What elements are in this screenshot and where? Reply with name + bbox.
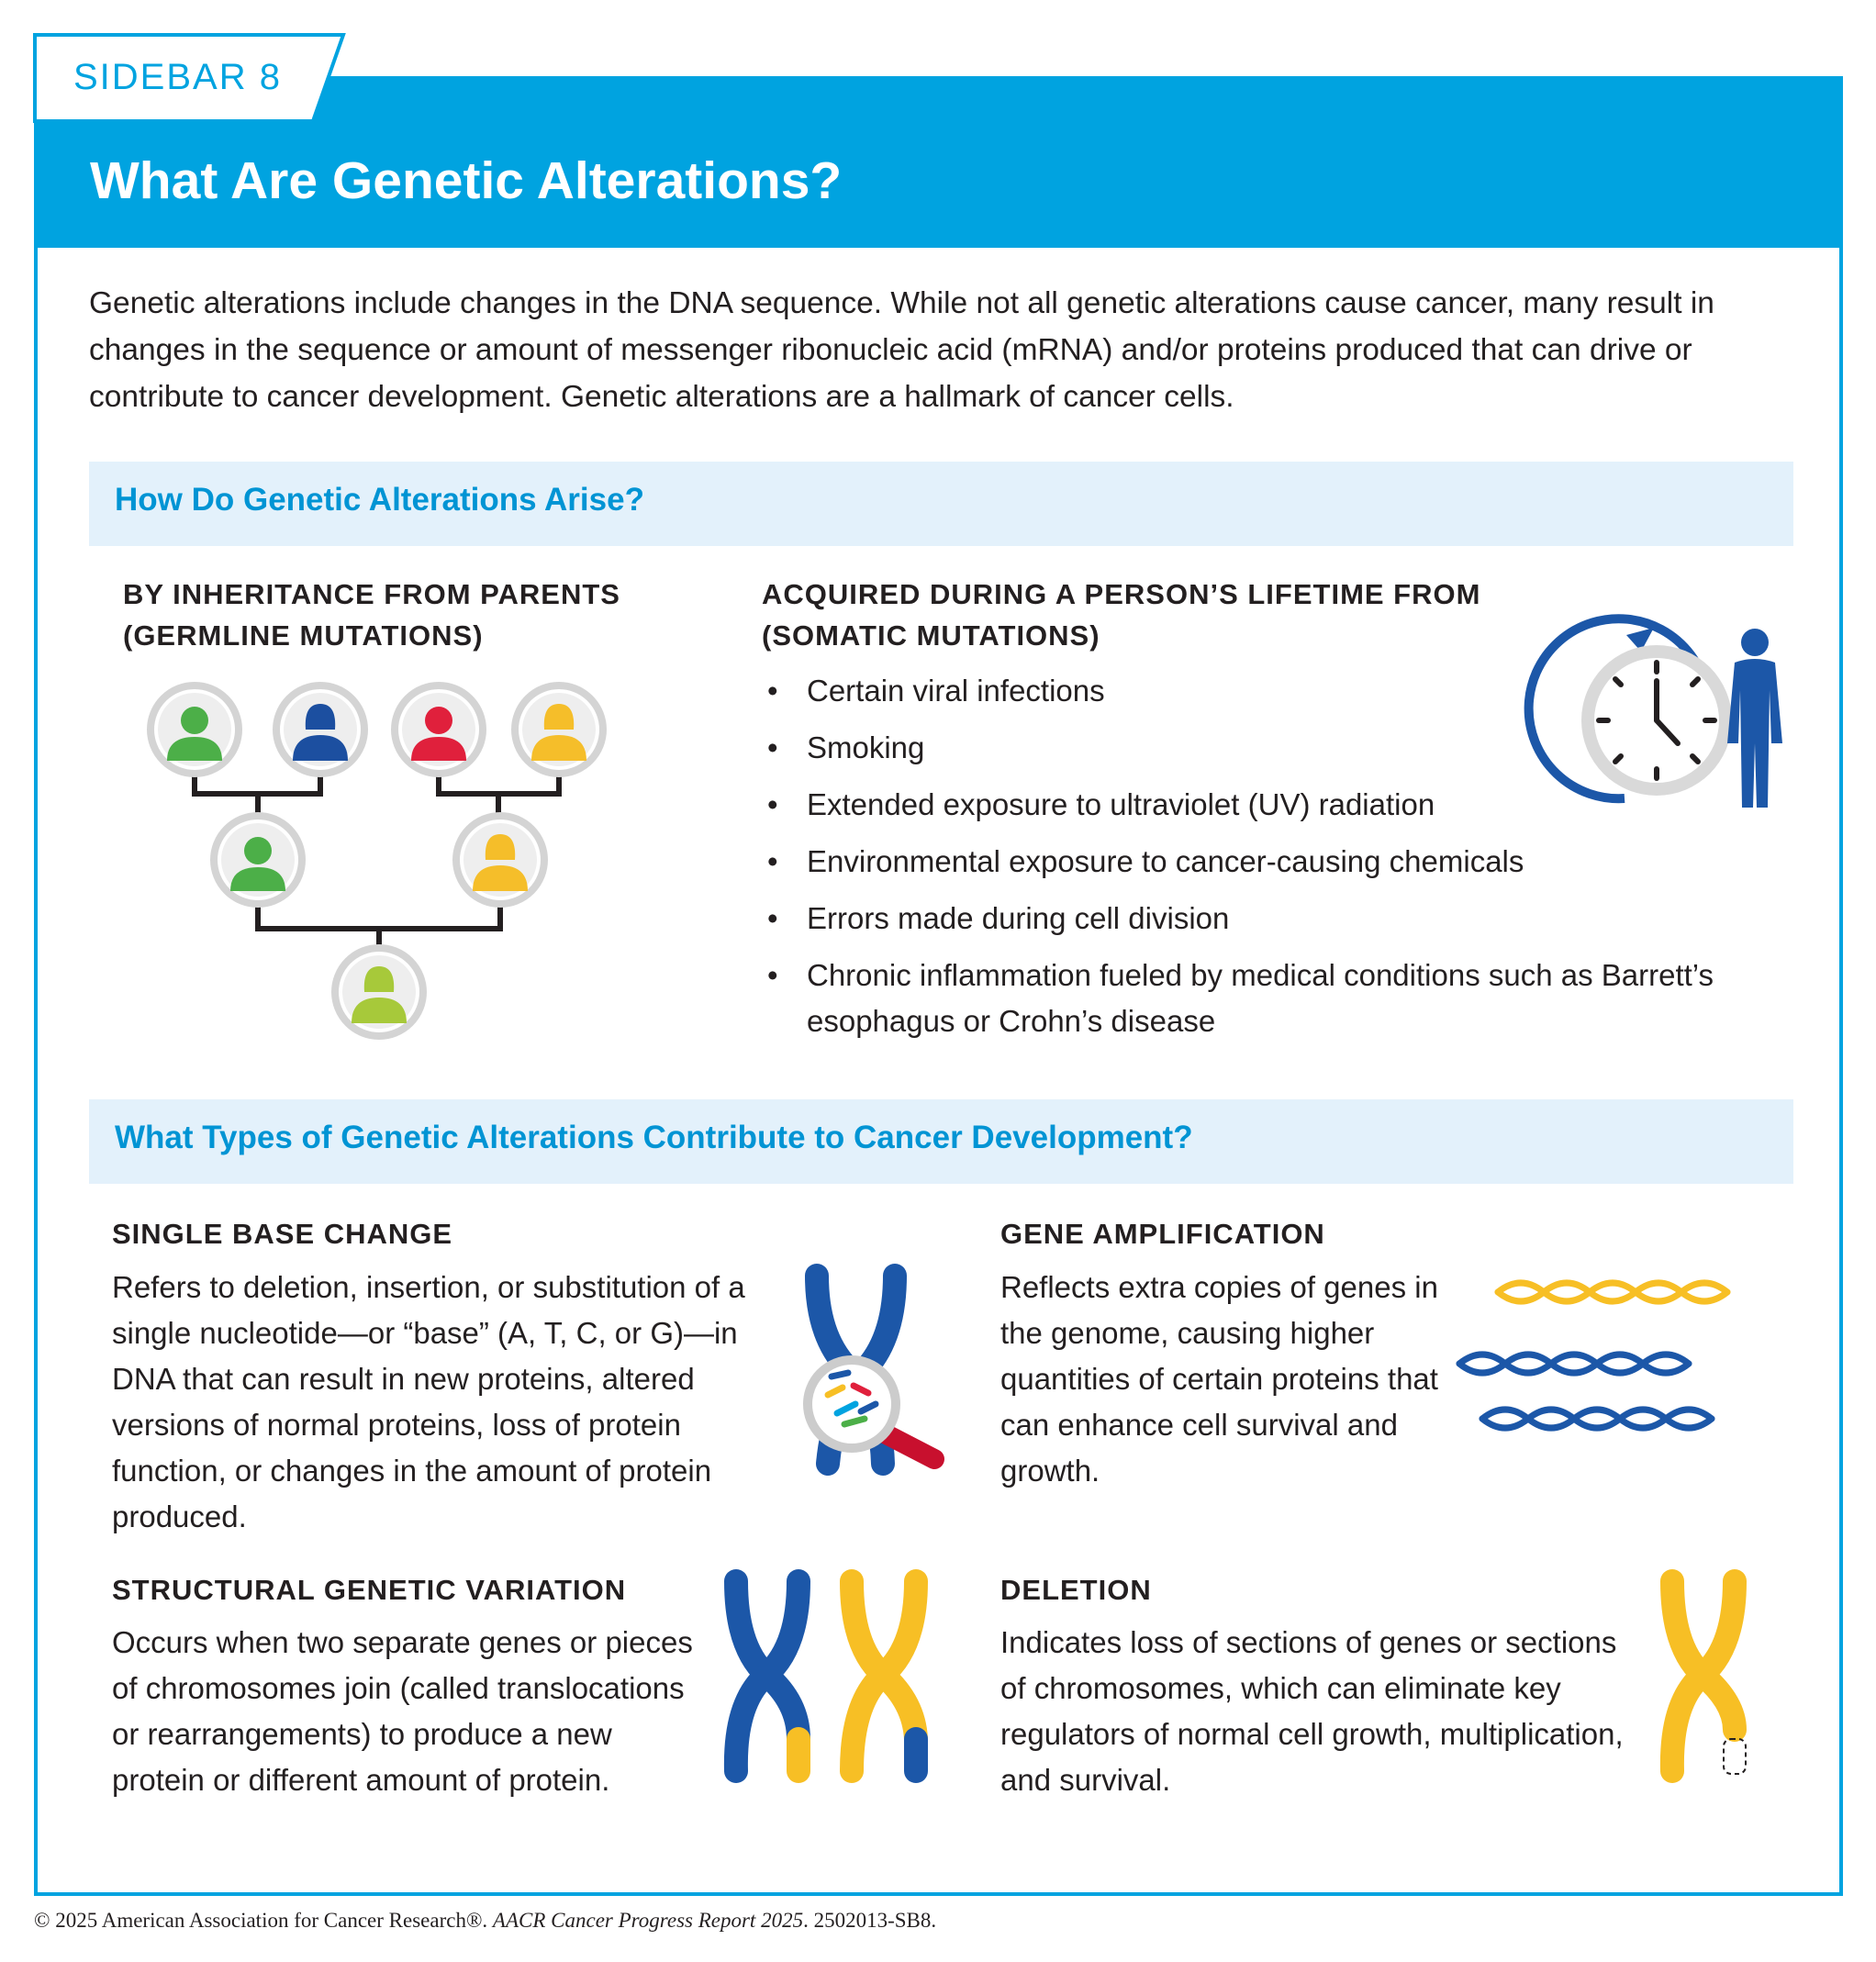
bullet-marker: • [767,730,778,764]
single-base-text: Refers to deletion, insertion, or substitution of a single nucleotide—or “base” (A, T, C, or G)—in DNA that can result in new proteins, altered versions of normal proteins, loss of protein function, or changes in the amount of protein produced. [112,1270,745,1533]
person-icon [515,686,603,774]
section-band-arise [89,462,1793,546]
list-item-text: Extended exposure to ultraviolet (UV) radiation [807,787,1435,821]
bullet-marker: • [767,844,778,878]
bullet-marker: • [767,958,778,992]
inheritance-heading [123,574,620,656]
list-item [767,953,1752,1044]
section-heading-arise: How Do Genetic Alterations Arise? [115,482,644,518]
acquired-heading-line1: ACQUIRED DURING A PERSON’S LIFETIME FROM [762,578,1481,610]
list-item-text: Certain viral infections [807,674,1105,708]
chromosome-icon [716,1565,945,1794]
footer-prefix: © 2025 American Association for Cancer Research®. [34,1909,493,1932]
gene-amplification-title: GENE AMPLIFICATION [1000,1218,1325,1250]
intro-paragraph: Genetic alterations include changes in the DNA sequence. While not all genetic alterations cause cancer, many result in changes in the sequence or amount of messenger ribonucleic acid (mRNA) and/or proteins produced that can drive or contribute to cancer development. Genetic alterations are a hallmark of cancer cells. [89,286,1714,414]
page-title: What Are Genetic Alterations? [90,151,843,210]
list-item-text: Environmental exposure to cancer-causing chemicals [807,844,1524,878]
list-item-text: Errors made during cell division [807,901,1230,935]
section-heading-types: What Types of Genetic Alterations Contribute to Cancer Development? [115,1120,1193,1155]
bullet-marker: • [767,674,778,708]
gene-amplification-text: Reflects extra copies of genes in the genome, causing higher quantities of certain proteins that can enhance cell survival and growth. [1000,1270,1438,1488]
person-icon [276,686,364,774]
dna-strand-icon [1450,1266,1762,1450]
chromosome-icon [780,1257,955,1477]
magnifier-icon [808,1360,934,1459]
structural-text: Occurs when two separate genes or pieces of chromosomes join (called translocations or rearrangements) to produce a new protein or different amount of protein. [112,1625,693,1797]
person-icon [1727,629,1782,808]
chromosome-icon [1652,1565,1762,1794]
deletion-title: DELETION [1000,1574,1152,1606]
acquired-heading-line2: (SOMATIC MUTATIONS) [762,619,1100,652]
list-item-text: Chronic inflammation fueled by medical conditions such as Barrett’s esophagus or Crohn’s disease [807,958,1714,1038]
acquired-heading [762,574,1480,656]
person-icon [214,816,302,904]
single-base-title: SINGLE BASE CHANGE [112,1218,453,1250]
bullet-marker: • [767,787,778,821]
family-tree-icon [147,679,624,1046]
inheritance-heading-line2: (GERMLINE MUTATIONS) [123,619,484,652]
footer-report: AACR Cancer Progress Report 2025 [492,1909,804,1932]
clock-icon [1560,615,1799,817]
deletion-text: Indicates loss of sections of genes or sections of chromosomes, which can eliminate key regulators of normal cell growth, multiplication, and survival. [1000,1625,1624,1797]
person-icon [335,948,423,1036]
person-icon [395,686,483,774]
person-icon [151,686,239,774]
sidebar-tab-label: SIDEBAR 8 [73,57,282,97]
list-item [767,896,1777,942]
structural-title: STRUCTURAL GENETIC VARIATION [112,1574,627,1606]
bullet-marker: • [767,901,778,935]
list-item [767,839,1777,885]
footer-suffix: . 2502013-SB8. [803,1909,937,1932]
footer-copyright [34,1909,936,1933]
section-band-types [89,1099,1793,1184]
person-icon [456,816,544,904]
inheritance-heading-line1: BY INHERITANCE FROM PARENTS [123,578,620,610]
list-item-text: Smoking [807,730,925,764]
